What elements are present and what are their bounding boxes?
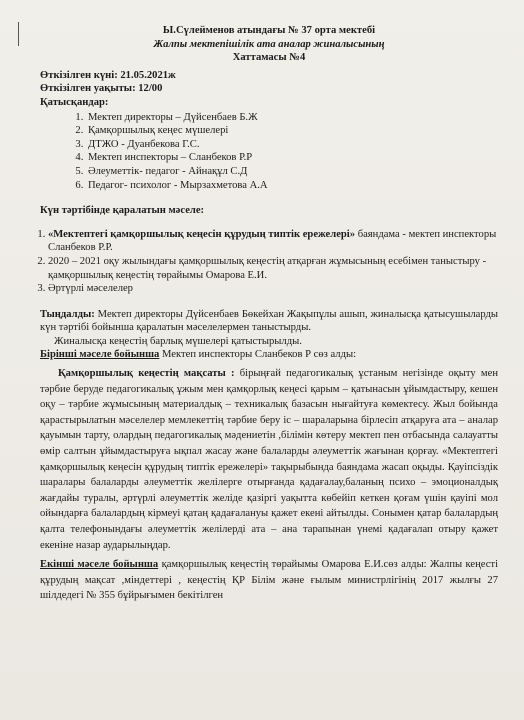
margin-mark [18,22,19,46]
school-name: Ы.Сүлейменов атындағы № 37 орта мектебі [162,25,376,36]
agenda-item-text: 2020 – 2021 оқу жылындағы қамқоршылық кеңестің атқарған жұмысының есебімен таныстыру - қамқоршылық кеңестің төрайымы Омарова Е.И. [48,255,487,281]
minutes-number: Хаттамасы №4 [232,52,306,64]
participant-item: 4. Мектеп инспекторы – Сланбеков Р.Р [86,151,498,165]
purpose-paragraph [40,366,498,553]
participant-item: 6. Педагог- психолог - Мырзахметова А.А [86,179,498,193]
heard-text: Мектеп директоры Дүйсенбаев Бөкейхан Жақыпұлы ашып, жиналысқа қатысушыларды күн тәртібі бойынша қаралатын мәселелермен таныстырды. [40,308,498,334]
first-issue-label: Бірінші мәселе бойынша [40,349,160,361]
first-issue-paragraph [40,348,498,362]
meeting-meta [40,69,498,110]
agenda-title: Күн тәртібінде қаралатын мәселе: [40,205,205,217]
heard-paragraph [40,308,498,335]
agenda-item [48,282,498,296]
participant-item: 3. ДТЖО - Дуанбекова Г.С. [86,138,498,152]
purpose-label: Қамқоршылық кеңестің мақсаты : [58,368,235,380]
purpose-text: бірыңғай педагогикалық ұстаным негізінде оқыту мен тәрбие беруде педагогикалық ұжым мен қамқорлық кеңесі қарым – қатынасын ұйымдастыру, кешен оқу – тәрбие жұмысының материалдық – техникалық базасын нығайтуға көмектесу. Жыл бойында қарастырылатын мәселелер мемлекеттің тәрбие беру іс – шараларына бірлесіп атқаруға ата – аналар қауымын тарту, олардың педагогикалық мәдениетін ,білімін көтеру мектеп пен отбасында салауатты өмір салтын ұйымдастыруға ықпал жасау және балаларды әлеуметтік жағынан қорғау. «Мектептегі қамқоршылық кеңесін құрудың типтік ережелері» тақырыбында баяндама жасап оқыды. Қауіпсіздік шаралары балаларды әлеуметтік желілерге отырғанда қадағалау,баланың психо – эмоционалдық жағдайы туралы, әртүрлі әлеуметтік желіде қазіргі уақытта көбейіп кеткен қоғам үшін қауіпі мол ойындарға балалардың кірмеуі қатаң қадағалануы қажет екені айтылды. Сонымен қатар балалардың қалта телефонындағы әлеуметтік желілерді ата – ана тарапынан үнемі қадағалап отыру қажет екеніне назар аударылыңдар. [40,368,498,551]
meeting-date: Өткізілген күні: 21.05.2021ж [40,69,176,81]
first-issue-text: Мектеп инспекторы Сланбеков Р сөз алды: [159,349,357,361]
participant-item: 1. Мектеп директоры – Дүйсенбаев Б.Ж [86,111,498,125]
agenda-list [28,228,498,296]
second-issue-text: қамқоршылық кеңестің төрайымы Омарова Е.И.сөз алды: Жалпы кеңесті құрудың мақсат ,міндеттері , кеңестің ҚР Білім және ғылым министрлігінің 2017 жылғы 27 шілдедегі № 355 бұйрығымен бекітілген [40,559,499,602]
agenda-item-text: баяндама - мектеп инспекторы Сланбеков Р.Р. [48,228,497,254]
participant-item: 5. Әлеуметтік- педагог - Айнақұл С.Д [86,165,498,179]
heard-label: Тыңдалды: [40,308,95,320]
meeting-time: Өткізілген уақыты: 12/00 [40,83,163,95]
agenda-item-text: Әртүрлі мәселелер [48,283,133,295]
participant-item: 2. Қамқоршылық кеңес мүшелері [86,124,498,138]
document-header [40,24,498,65]
agenda-item-title: «Мектептегі қамқоршылық кеңесін құрудың типтік ережелері» [48,228,356,240]
second-issue-label: Екінші мәселе бойынша [40,559,159,571]
agenda-item [48,228,498,255]
second-issue-paragraph [40,557,498,604]
meeting-title: Жалпы мектепішілік ата аналар жиналысының [153,38,385,50]
participants-label: Қатысқандар: [40,96,109,108]
members-line: Жиналысқа кеңестің барлық мүшелері қатыстырылды. [54,335,302,347]
participants-list [40,111,498,193]
agenda-item [48,255,498,282]
